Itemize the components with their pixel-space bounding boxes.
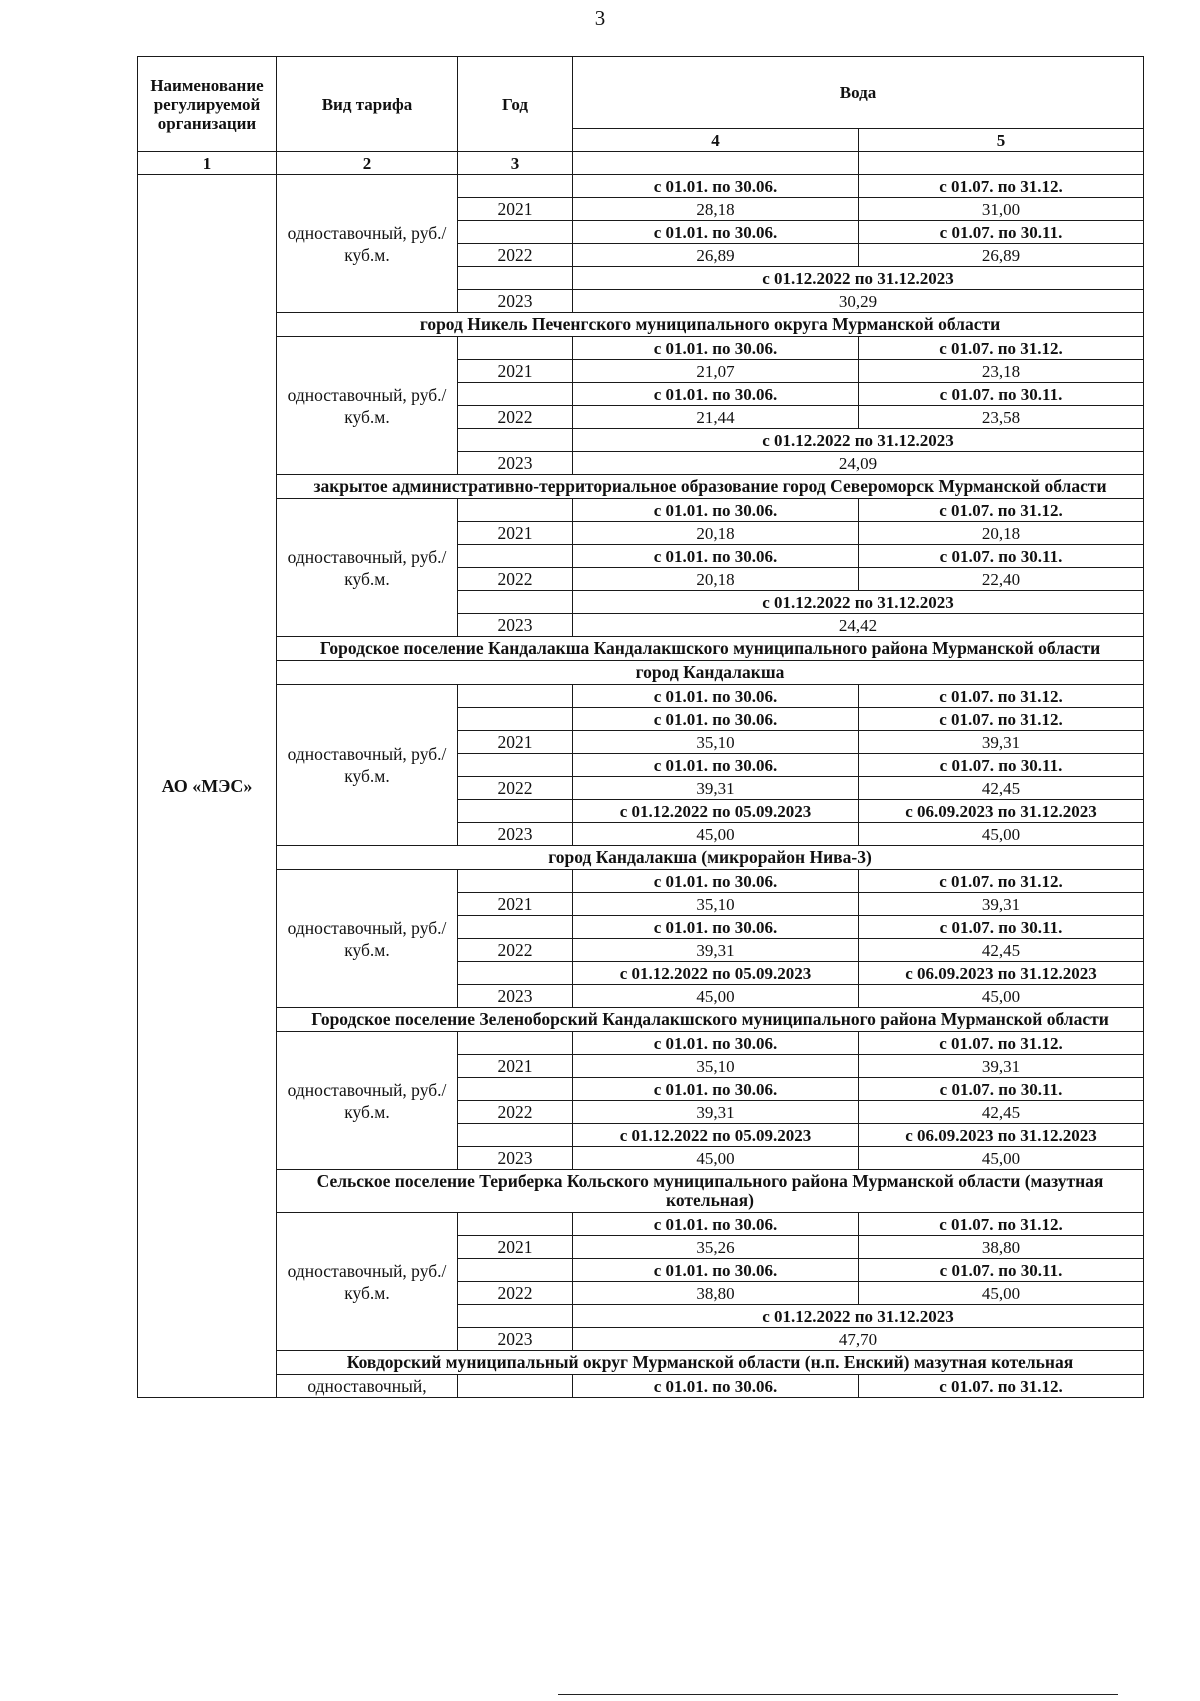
period-cell-4: с 01.01. по 30.06. xyxy=(573,754,859,777)
period-cell-4: с 01.01. по 30.06. xyxy=(573,870,859,893)
value-cell-5: 31,00 xyxy=(859,198,1144,221)
year-cell xyxy=(458,1032,573,1055)
header-water: Вода xyxy=(573,57,1144,129)
value-cell-4: 39,31 xyxy=(573,1101,859,1124)
year-cell xyxy=(458,267,573,290)
value-span-cell: 24,09 xyxy=(573,452,1144,475)
year-cell xyxy=(458,1375,573,1398)
value-cell-5: 39,31 xyxy=(859,893,1144,916)
table-row xyxy=(138,1213,1144,1236)
value-cell-5: 45,00 xyxy=(859,985,1144,1008)
period-cell-5: с 01.07. по 31.12. xyxy=(859,1032,1144,1055)
period-cell-5: с 01.07. по 30.11. xyxy=(859,1078,1144,1101)
header-num-5b xyxy=(859,152,1144,175)
value-cell-5: 39,31 xyxy=(859,1055,1144,1078)
year-cell: 2021 xyxy=(458,198,573,221)
year-cell xyxy=(458,1124,573,1147)
period-cell-5: с 06.09.2023 по 31.12.2023 xyxy=(859,962,1144,985)
value-cell-5: 38,80 xyxy=(859,1236,1144,1259)
year-cell xyxy=(458,545,573,568)
tariff-type: одноставочный, руб./куб.м. xyxy=(277,870,458,1008)
year-cell: 2021 xyxy=(458,1055,573,1078)
year-cell xyxy=(458,175,573,198)
tariff-type: одноставочный, руб./куб.м. xyxy=(277,1213,458,1351)
year-cell: 2022 xyxy=(458,1101,573,1124)
year-cell: 2022 xyxy=(458,777,573,800)
section-title-row xyxy=(138,1008,1144,1032)
year-cell xyxy=(458,1259,573,1282)
period-cell-5: с 01.07. по 31.12. xyxy=(859,870,1144,893)
section-title-row xyxy=(138,637,1144,661)
year-cell xyxy=(458,499,573,522)
tariff-type: одноставочный, руб./куб.м. xyxy=(277,175,458,313)
header-num-4: 4 xyxy=(573,129,859,152)
value-cell-4: 39,31 xyxy=(573,777,859,800)
year-cell: 2021 xyxy=(458,1236,573,1259)
year-cell xyxy=(458,685,573,708)
year-cell xyxy=(458,916,573,939)
value-cell-5: 42,45 xyxy=(859,777,1144,800)
value-cell-4: 45,00 xyxy=(573,985,859,1008)
year-cell: 2022 xyxy=(458,939,573,962)
header-num-3: 3 xyxy=(458,152,573,175)
period-cell-4: с 01.12.2022 по 05.09.2023 xyxy=(573,1124,859,1147)
period-cell-5: с 01.07. по 31.12. xyxy=(859,1375,1144,1398)
section-title: Городское поселение Кандалакша Кандалакшского муниципального района Мурманской области xyxy=(277,637,1144,661)
period-cell-4: с 01.01. по 30.06. xyxy=(573,383,859,406)
year-cell: 2021 xyxy=(458,893,573,916)
year-cell: 2023 xyxy=(458,823,573,846)
section-title-row xyxy=(138,1170,1144,1213)
value-cell-4: 35,26 xyxy=(573,1236,859,1259)
year-cell: 2021 xyxy=(458,731,573,754)
value-cell-4: 35,10 xyxy=(573,1055,859,1078)
period-cell-4: с 01.01. по 30.06. xyxy=(573,545,859,568)
year-cell xyxy=(458,962,573,985)
value-cell-5: 23,58 xyxy=(859,406,1144,429)
header-num-1: 1 xyxy=(138,152,277,175)
value-cell-5: 22,40 xyxy=(859,568,1144,591)
value-cell-4: 38,80 xyxy=(573,1282,859,1305)
table-row xyxy=(138,499,1144,522)
tariff-type: одноставочный, руб./куб.м. xyxy=(277,337,458,475)
section-title: город Кандалакша (микрорайон Нива-3) xyxy=(277,846,1144,870)
section-subtitle-row xyxy=(138,661,1144,685)
year-cell xyxy=(458,708,573,731)
period-span-cell: с 01.12.2022 по 31.12.2023 xyxy=(573,267,1144,290)
tariff-type: одноставочный, руб./куб.м. xyxy=(277,1032,458,1170)
period-cell-4: с 01.12.2022 по 05.09.2023 xyxy=(573,800,859,823)
section-title-row xyxy=(138,313,1144,337)
year-cell xyxy=(458,1078,573,1101)
year-cell xyxy=(458,221,573,244)
period-cell-5: с 01.07. по 30.11. xyxy=(859,545,1144,568)
period-cell-5: с 01.07. по 31.12. xyxy=(859,685,1144,708)
value-cell-5: 45,00 xyxy=(859,1282,1144,1305)
period-cell-4: с 01.12.2022 по 05.09.2023 xyxy=(573,962,859,985)
period-span-cell: с 01.12.2022 по 31.12.2023 xyxy=(573,429,1144,452)
year-cell: 2023 xyxy=(458,1147,573,1170)
year-cell xyxy=(458,337,573,360)
period-span-cell: с 01.12.2022 по 31.12.2023 xyxy=(573,591,1144,614)
year-cell: 2023 xyxy=(458,985,573,1008)
year-cell xyxy=(458,1305,573,1328)
section-title: Городское поселение Зеленоборский Кандалакшского муниципального района Мурманской области xyxy=(277,1008,1144,1032)
period-cell-5: с 01.07. по 30.11. xyxy=(859,1259,1144,1282)
value-cell-5: 42,45 xyxy=(859,939,1144,962)
value-cell-4: 35,10 xyxy=(573,893,859,916)
period-cell-4: с 01.01. по 30.06. xyxy=(573,1213,859,1236)
value-cell-4: 26,89 xyxy=(573,244,859,267)
table-row xyxy=(138,685,1144,708)
year-cell: 2023 xyxy=(458,1328,573,1351)
period-cell-4: с 01.01. по 30.06. xyxy=(573,175,859,198)
period-cell-4: с 01.01. по 30.06. xyxy=(573,1259,859,1282)
header-row xyxy=(138,57,1144,129)
value-span-cell: 47,70 xyxy=(573,1328,1144,1351)
value-cell-4: 20,18 xyxy=(573,568,859,591)
header-number-row xyxy=(138,152,1144,175)
year-cell xyxy=(458,383,573,406)
year-cell: 2022 xyxy=(458,1282,573,1305)
value-cell-5: 23,18 xyxy=(859,360,1144,383)
header-org: Наименование регулируемой организации xyxy=(138,57,277,152)
section-title: закрытое административно-территориальное образование город Североморск Мурманской области xyxy=(277,475,1144,499)
period-cell-4: с 01.01. по 30.06. xyxy=(573,337,859,360)
header-year: Год xyxy=(458,57,573,152)
value-cell-5: 39,31 xyxy=(859,731,1144,754)
value-cell-4: 45,00 xyxy=(573,823,859,846)
value-cell-5: 20,18 xyxy=(859,522,1144,545)
tariff-type: одноставочный, руб./куб.м. xyxy=(277,499,458,637)
period-cell-5: с 01.07. по 30.11. xyxy=(859,754,1144,777)
period-cell-4: с 01.01. по 30.06. xyxy=(573,1375,859,1398)
section-title: город Никель Печенгского муниципального округа Мурманской области xyxy=(277,313,1144,337)
period-cell-5: с 01.07. по 31.12. xyxy=(859,175,1144,198)
period-cell-5: с 06.09.2023 по 31.12.2023 xyxy=(859,800,1144,823)
year-cell xyxy=(458,800,573,823)
value-cell-4: 21,07 xyxy=(573,360,859,383)
table-row xyxy=(138,175,1144,198)
period-cell-4: с 01.01. по 30.06. xyxy=(573,685,859,708)
year-cell: 2022 xyxy=(458,568,573,591)
header-num-4b xyxy=(573,152,859,175)
period-cell-4: с 01.01. по 30.06. xyxy=(573,916,859,939)
year-cell: 2022 xyxy=(458,244,573,267)
period-cell-5: с 01.07. по 30.11. xyxy=(859,383,1144,406)
value-cell-5: 45,00 xyxy=(859,1147,1144,1170)
period-cell-5: с 01.07. по 30.11. xyxy=(859,916,1144,939)
period-cell-4: с 01.01. по 30.06. xyxy=(573,499,859,522)
section-title: Сельское поселение Териберка Кольского муниципального района Мурманской области (мазутная котельная) xyxy=(277,1170,1144,1213)
value-cell-4: 45,00 xyxy=(573,1147,859,1170)
period-cell-4: с 01.01. по 30.06. xyxy=(573,221,859,244)
value-cell-4: 21,44 xyxy=(573,406,859,429)
year-cell: 2022 xyxy=(458,406,573,429)
section-title-row xyxy=(138,1351,1144,1375)
value-cell-4: 20,18 xyxy=(573,522,859,545)
value-span-cell: 24,42 xyxy=(573,614,1144,637)
table-row xyxy=(138,337,1144,360)
section-title-row xyxy=(138,846,1144,870)
period-cell-4: с 01.01. по 30.06. xyxy=(573,1078,859,1101)
period-cell-5: с 01.07. по 31.12. xyxy=(859,337,1144,360)
value-cell-4: 35,10 xyxy=(573,731,859,754)
organization-name: АО «МЭС» xyxy=(138,175,277,1398)
table-row xyxy=(138,1375,1144,1398)
period-cell-5: с 01.07. по 31.12. xyxy=(859,708,1144,731)
tariff-type: одноставочный, руб./куб.м. xyxy=(277,685,458,846)
value-cell-4: 28,18 xyxy=(573,198,859,221)
tariff-type: одноставочный, xyxy=(277,1375,458,1398)
year-cell xyxy=(458,1213,573,1236)
section-title-row xyxy=(138,475,1144,499)
value-cell-5: 42,45 xyxy=(859,1101,1144,1124)
table-row xyxy=(138,870,1144,893)
year-cell: 2021 xyxy=(458,522,573,545)
bottom-rule xyxy=(558,1694,1118,1695)
period-cell-4: с 01.01. по 30.06. xyxy=(573,1032,859,1055)
year-cell: 2023 xyxy=(458,452,573,475)
value-cell-4: 39,31 xyxy=(573,939,859,962)
period-cell-5: с 01.07. по 30.11. xyxy=(859,221,1144,244)
year-cell: 2023 xyxy=(458,290,573,313)
period-cell-5: с 01.07. по 31.12. xyxy=(859,1213,1144,1236)
value-cell-5: 26,89 xyxy=(859,244,1144,267)
header-num-2: 2 xyxy=(277,152,458,175)
period-cell-5: с 01.07. по 31.12. xyxy=(859,499,1144,522)
year-cell: 2021 xyxy=(458,360,573,383)
header-tariff: Вид тарифа xyxy=(277,57,458,152)
page-number: 3 xyxy=(594,6,606,30)
value-cell-5: 45,00 xyxy=(859,823,1144,846)
section-subtitle: город Кандалакша xyxy=(277,661,1144,685)
section-title: Ковдорский муниципальный округ Мурманской области (н.п. Енский) мазутная котельная xyxy=(277,1351,1144,1375)
period-cell-5: с 06.09.2023 по 31.12.2023 xyxy=(859,1124,1144,1147)
year-cell xyxy=(458,429,573,452)
year-cell xyxy=(458,754,573,777)
year-cell: 2023 xyxy=(458,614,573,637)
year-cell xyxy=(458,870,573,893)
year-cell xyxy=(458,591,573,614)
table-row xyxy=(138,1032,1144,1055)
tariff-table xyxy=(137,56,1144,1398)
period-span-cell: с 01.12.2022 по 31.12.2023 xyxy=(573,1305,1144,1328)
period-cell-4: с 01.01. по 30.06. xyxy=(573,708,859,731)
value-span-cell: 30,29 xyxy=(573,290,1144,313)
header-num-5: 5 xyxy=(859,129,1144,152)
